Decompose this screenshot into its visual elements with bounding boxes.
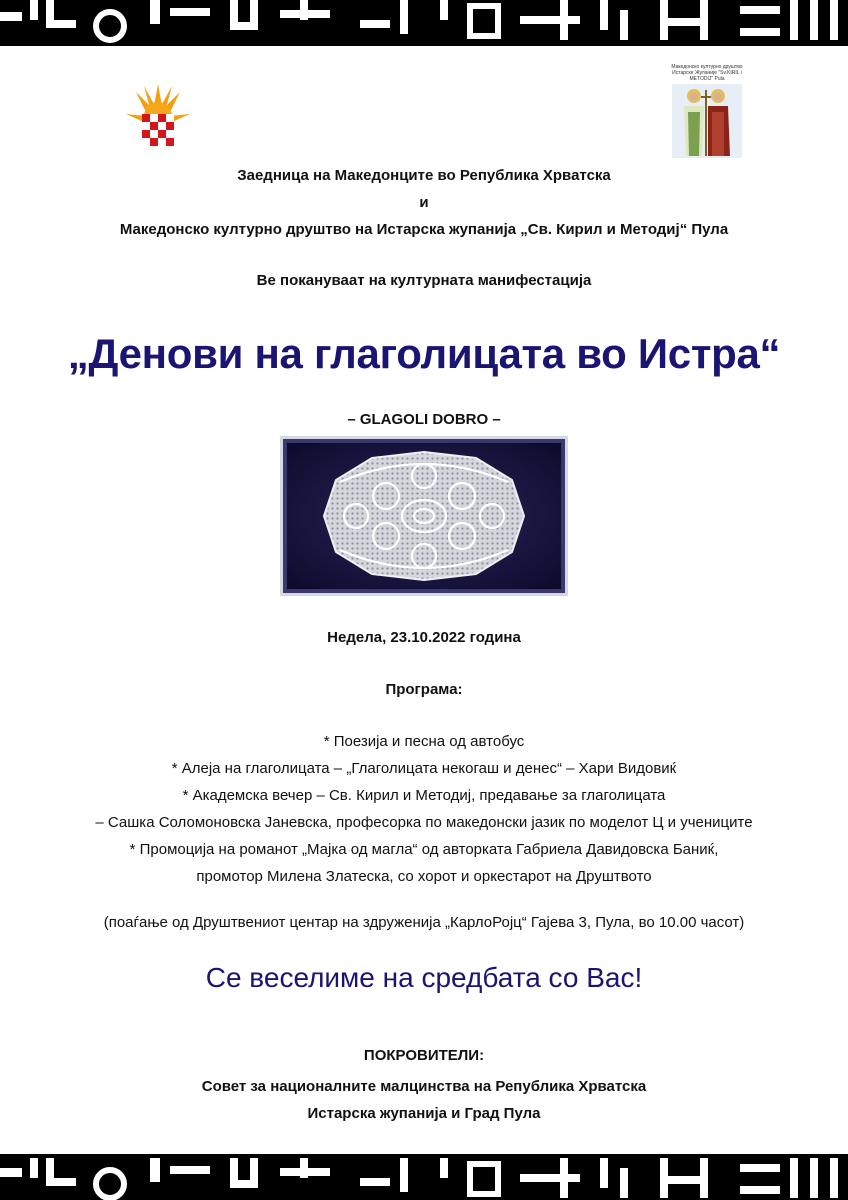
event-date: Недела, 23.10.2022 година: [327, 629, 521, 646]
list-item: * Промоција на романот „Мајка од магла“ од авторката Габриела Давидовска Баниќ,: [129, 841, 719, 858]
list-item: промотор Милена Златеска, со хорот и оркестарот на Друштвото: [196, 868, 652, 885]
sponsors-heading: ПОКРОВИТЕЛИ:: [363, 1047, 485, 1064]
glagolitic-pattern-top: [0, 0, 848, 46]
sun-checkerboard-logo: [124, 80, 192, 150]
invitation-line: Ве покануваат на културната манифестација: [256, 272, 592, 289]
list-item: * Академска вечер – Св. Кирил и Методиј, предавање за глаголицата: [182, 787, 666, 804]
sponsor-line: Совет за националните малцинства на Република Хрватска: [201, 1078, 647, 1095]
organizer-line-2: Македонско културно друштво на Истарска жупанија „Св. Кирил и Методиј“ Пула: [119, 221, 729, 238]
program-heading: Програма:: [385, 681, 463, 698]
lace-doily-image: [280, 436, 568, 596]
conjunction: и: [419, 194, 429, 211]
sponsor-line: Истарска жупанија и Град Пула: [307, 1105, 541, 1122]
event-subtitle: – GLAGOLI DOBRO –: [347, 411, 501, 428]
sponsors-list: [0, 1073, 848, 1127]
list-item: * Поезија и песна од автобус: [323, 733, 525, 750]
welcome-message: Се веселиме на средбата со Вас!: [205, 962, 643, 993]
departure-note: (поаѓање од Друштвениот центар на здруженија „КарлоРојц“ Гајева 3, Пула, во 10.00 часот): [103, 914, 745, 931]
bottom-glagolitic-band: [0, 1154, 848, 1200]
top-glagolitic-band: [0, 0, 848, 46]
glagolitic-pattern-bottom: [0, 1154, 848, 1200]
event-title: „Денови на глаголицата во Истра“: [67, 330, 781, 377]
saints-cyril-methodius-logo: [666, 64, 748, 160]
saints-icon: [666, 82, 748, 160]
list-item: * Алеја на глаголицата – „Глаголицата некогаш и денес“ – Хари Видовиќ: [171, 760, 677, 777]
list-item: – Сашка Соломоновска Јаневска, професорка по македонски јазик по моделот Ц и учениците: [95, 814, 753, 831]
organizer-line-1: Заедница на Македонците во Република Хрватска: [237, 167, 611, 184]
right-logo-caption: Македонско културно друштво Истарске Жупаније "Sv.KIRIL i METODIJ" Pula: [671, 64, 743, 82]
program-list: [0, 728, 848, 890]
